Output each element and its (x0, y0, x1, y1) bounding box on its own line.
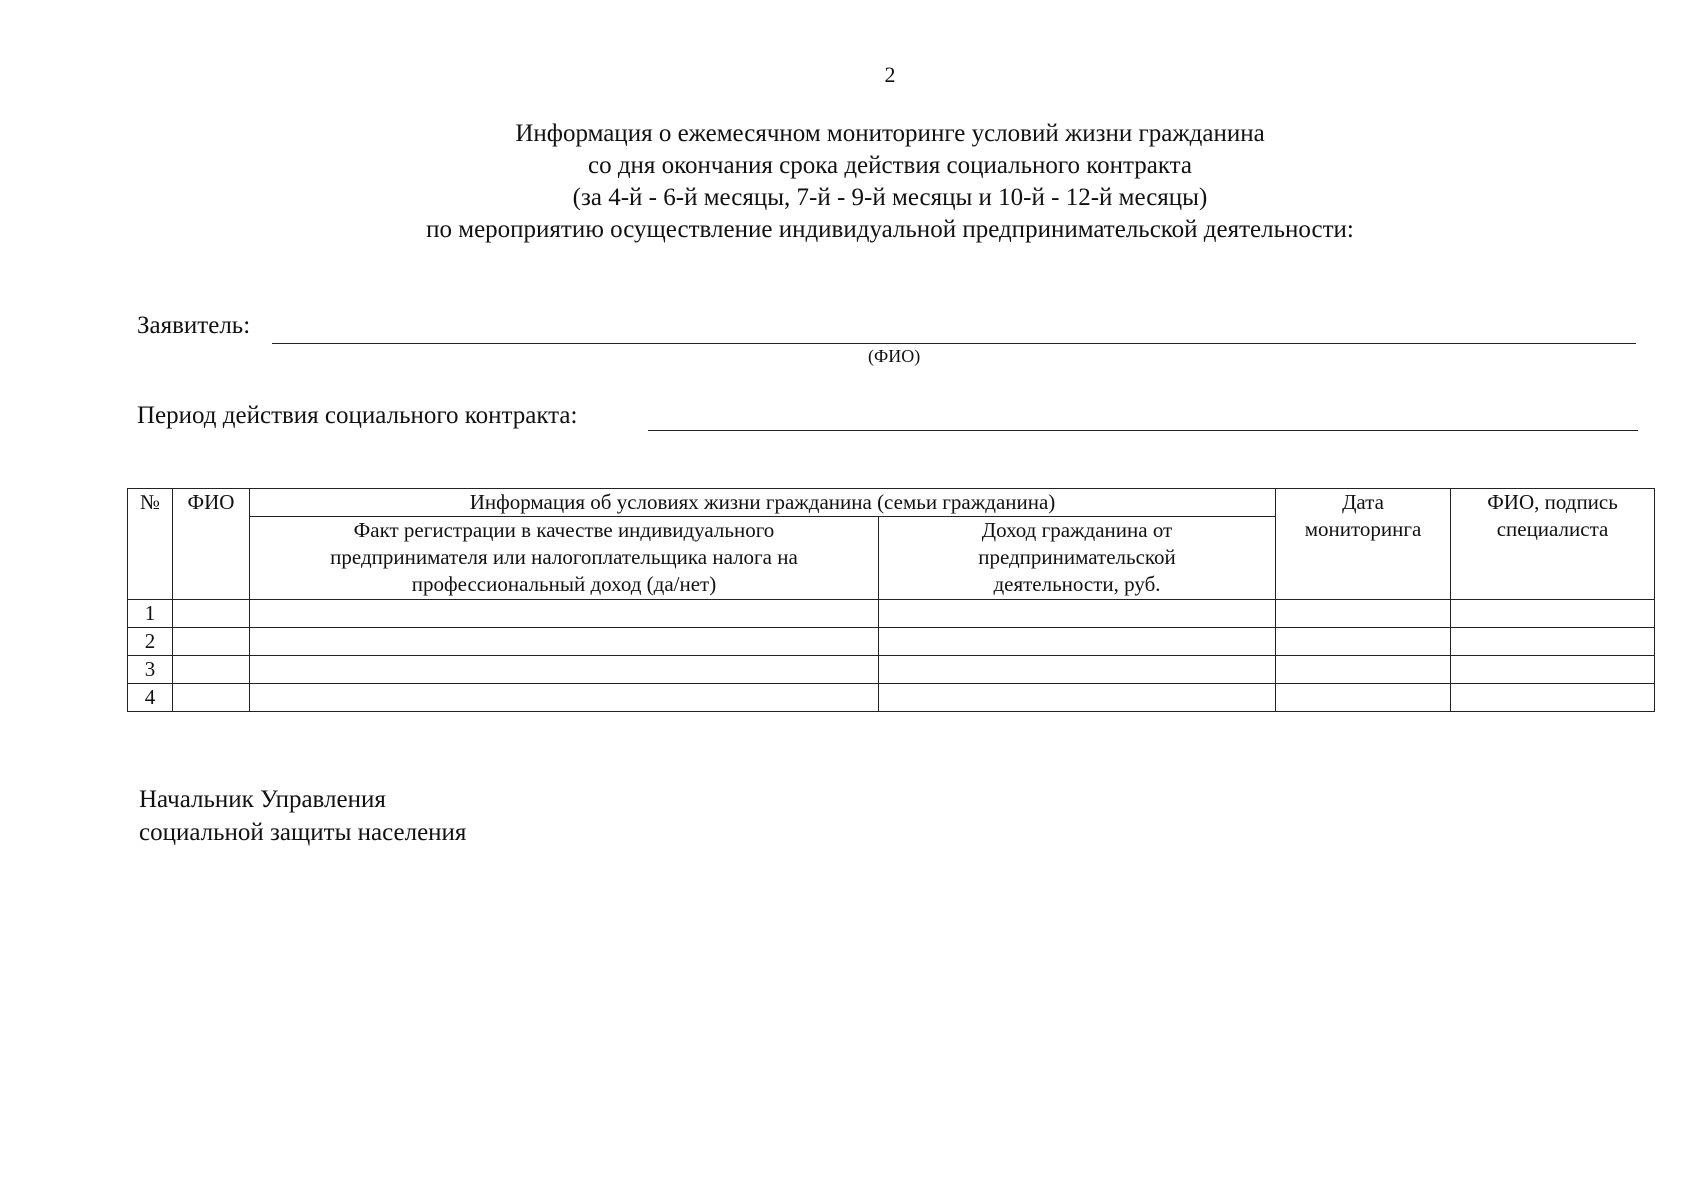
applicant-label: Заявитель: (137, 312, 251, 339)
header-living-conditions: Информация об условиях жизни гражданина (семьи гражданина) (250, 489, 1276, 517)
row-number: 2 (128, 628, 173, 656)
header-specialist: ФИО, подпись специалиста (1451, 489, 1655, 600)
cell-specialist[interactable] (1451, 600, 1655, 628)
table-row (128, 600, 1655, 628)
cell-fio[interactable] (173, 628, 250, 656)
row-number: 4 (128, 684, 173, 712)
cell-specialist[interactable] (1451, 628, 1655, 656)
cell-income[interactable] (879, 656, 1276, 684)
period-input-line[interactable] (648, 430, 1638, 431)
title-line-1: Информация о ежемесячном мониторинге условий жизни гражданина (515, 120, 1265, 147)
table-row (128, 656, 1655, 684)
cell-monitoring-date[interactable] (1276, 656, 1451, 684)
monitoring-table (127, 488, 1655, 712)
header-number: № (128, 489, 173, 600)
cell-income[interactable] (879, 628, 1276, 656)
header-monitoring-date: Дата мониторинга (1276, 489, 1451, 600)
document-title (0, 118, 1698, 246)
signature-block (139, 783, 466, 849)
signature-position-line-1: Начальник Управления (139, 786, 386, 813)
row-number: 3 (128, 656, 173, 684)
cell-specialist[interactable] (1451, 656, 1655, 684)
cell-monitoring-date[interactable] (1276, 684, 1451, 712)
cell-fio[interactable] (173, 684, 250, 712)
table-row (128, 684, 1655, 712)
title-line-2: со дня окончания срока действия социального контракта (587, 152, 1193, 179)
row-number: 1 (128, 600, 173, 628)
cell-registration[interactable] (250, 600, 879, 628)
cell-registration[interactable] (250, 656, 879, 684)
table-row (128, 628, 1655, 656)
period-label: Период действия социального контракта: (137, 402, 578, 429)
page-number: 2 (884, 62, 896, 87)
header-income: Доход гражданина от предпринимательской деятельности, руб. (879, 517, 1276, 600)
cell-registration[interactable] (250, 628, 879, 656)
header-fio: ФИО (173, 489, 250, 600)
cell-registration[interactable] (250, 684, 879, 712)
signature-position-line-2: социальной защиты населения (139, 819, 467, 846)
title-line-4: по мероприятию осуществление индивидуальной предпринимательской деятельности: (426, 216, 1354, 243)
title-line-3: (за 4-й - 6-й месяцы, 7-й - 9-й месяцы и 10-й - 12-й месяцы) (572, 184, 1208, 211)
cell-specialist[interactable] (1451, 684, 1655, 712)
cell-income[interactable] (879, 684, 1276, 712)
cell-income[interactable] (879, 600, 1276, 628)
applicant-input-line[interactable] (272, 343, 1636, 344)
header-registration: Факт регистрации в качестве индивидуального предпринимателя или налогоплательщика налога на профессиональный доход (да/нет) (250, 517, 879, 600)
cell-fio[interactable] (173, 656, 250, 684)
cell-monitoring-date[interactable] (1276, 628, 1451, 656)
applicant-hint: (ФИО) (868, 346, 921, 366)
cell-fio[interactable] (173, 600, 250, 628)
cell-monitoring-date[interactable] (1276, 600, 1451, 628)
